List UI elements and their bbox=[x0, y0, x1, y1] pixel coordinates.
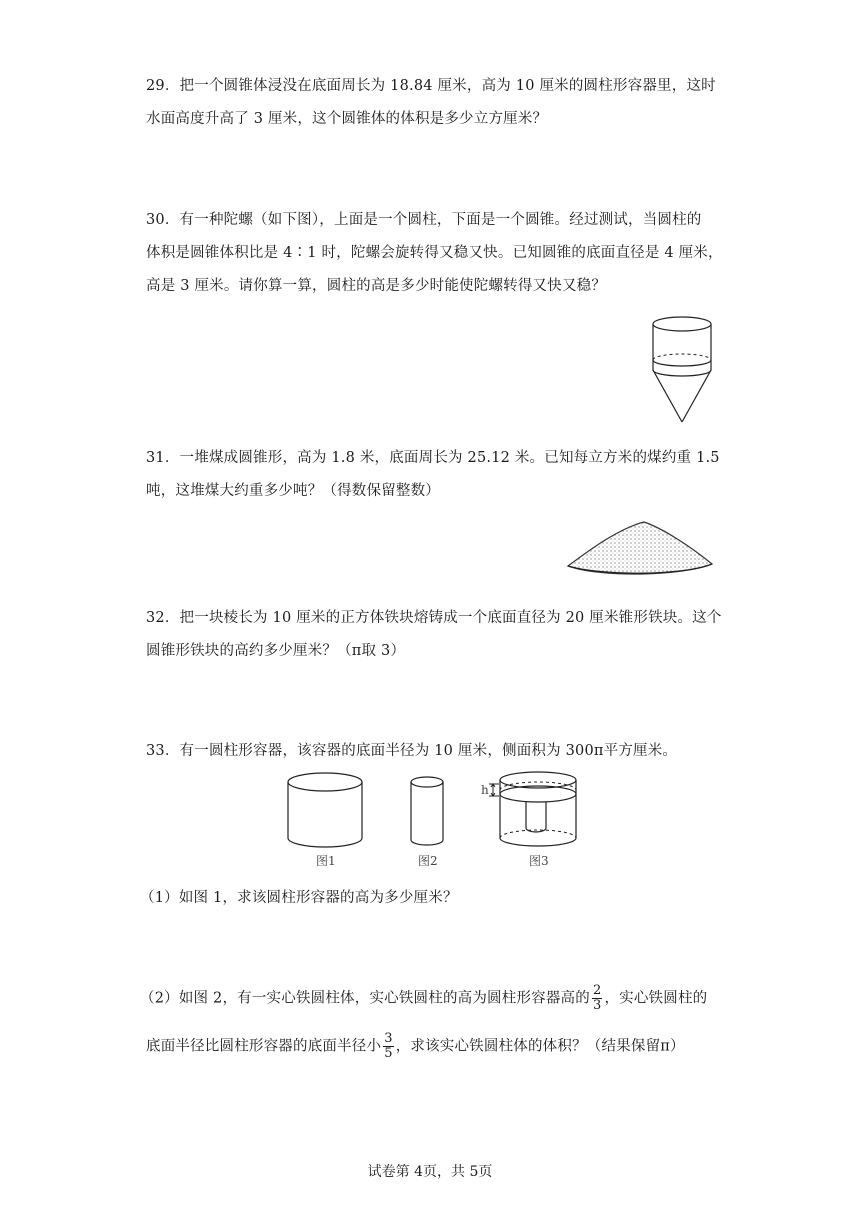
q33-sub2-line1 bbox=[140, 984, 707, 1013]
q32-line2: 圆锥形铁块的高约多少厘米？（π取 3） bbox=[146, 643, 406, 659]
q31-line2: 吨，这堆煤大约重多少吨？（得数保留整数） bbox=[146, 483, 440, 499]
q30-line2: 体积是圆锥体积比是 4∶1 时，陀螺会旋转得又稳又快。已知圆锥的底面直径是 4 厘米， bbox=[146, 245, 723, 261]
q33-sub2-text-a: （2）如图 2，有一实心铁圆柱体，实心铁圆柱的高为圆柱形容器高的 bbox=[140, 990, 590, 1007]
coal-pile-figure bbox=[562, 518, 718, 580]
fig1-cylinder bbox=[288, 773, 362, 847]
h-label: h bbox=[481, 783, 489, 797]
q30-line1: 30．有一种陀螺（如下图），上面是一个圆柱，下面是一个圆锥。经过测试，当圆柱的 bbox=[146, 212, 702, 228]
fig2-cylinder bbox=[411, 777, 443, 845]
q32-line1: 32．把一块棱长为 10 厘米的正方体铁块熔铸成一个底面直径为 20 厘米锥形铁块。这个 bbox=[146, 610, 722, 626]
fraction-two-thirds bbox=[592, 984, 602, 1013]
q29-line1: 29．把一个圆锥体浸没在底面周长为 18.84 厘米，高为 10 厘米的圆柱形容器里，这时 bbox=[146, 78, 716, 94]
cylinder-figures bbox=[280, 768, 590, 874]
spinning-top-figure bbox=[648, 312, 720, 426]
q33-sub2-text-b: ，实心铁圆柱的 bbox=[604, 990, 708, 1007]
page-footer: 试卷第 4页，共 5页 bbox=[367, 1164, 493, 1180]
fig3-container bbox=[489, 772, 576, 846]
q33-sub2-text-c: 底面半径比圆柱形容器的底面半径小 bbox=[146, 1038, 382, 1055]
frac1-denominator: 3 bbox=[592, 998, 602, 1013]
q33-sub2-line2 bbox=[146, 1032, 685, 1061]
q30-line3: 高是 3 厘米。请你算一算，圆柱的高是多少时能使陀螺转得又快又稳？ bbox=[146, 278, 607, 294]
fig2-caption: 图2 bbox=[418, 854, 438, 868]
fig1-caption: 图1 bbox=[316, 854, 336, 868]
q31-line1: 31．一堆煤成圆锥形，高为 1.8 米，底面周长为 25.12 米。已知每立方米的煤约重 1.5 bbox=[146, 450, 720, 466]
fraction-three-fifths bbox=[383, 1032, 393, 1061]
q33-line1: 33．有一圆柱形容器，该容器的底面半径为 10 厘米，侧面积为 300π平方厘米。 bbox=[146, 743, 678, 759]
frac1-numerator: 2 bbox=[592, 983, 602, 998]
frac2-numerator: 3 bbox=[384, 1031, 393, 1046]
q29-line2: 水面高度升高了 3 厘米，这个圆锥体的体积是多少立方厘米？ bbox=[146, 111, 548, 127]
q33-sub2-text-d: ，求该实心铁圆柱体的体积？（结果保留π） bbox=[395, 1038, 685, 1055]
q33-sub1: （1）如图 1，求该圆柱形容器的高为多少厘米？ bbox=[140, 890, 458, 906]
frac2-denominator: 5 bbox=[384, 1046, 393, 1061]
fig3-caption: 图3 bbox=[529, 854, 549, 868]
